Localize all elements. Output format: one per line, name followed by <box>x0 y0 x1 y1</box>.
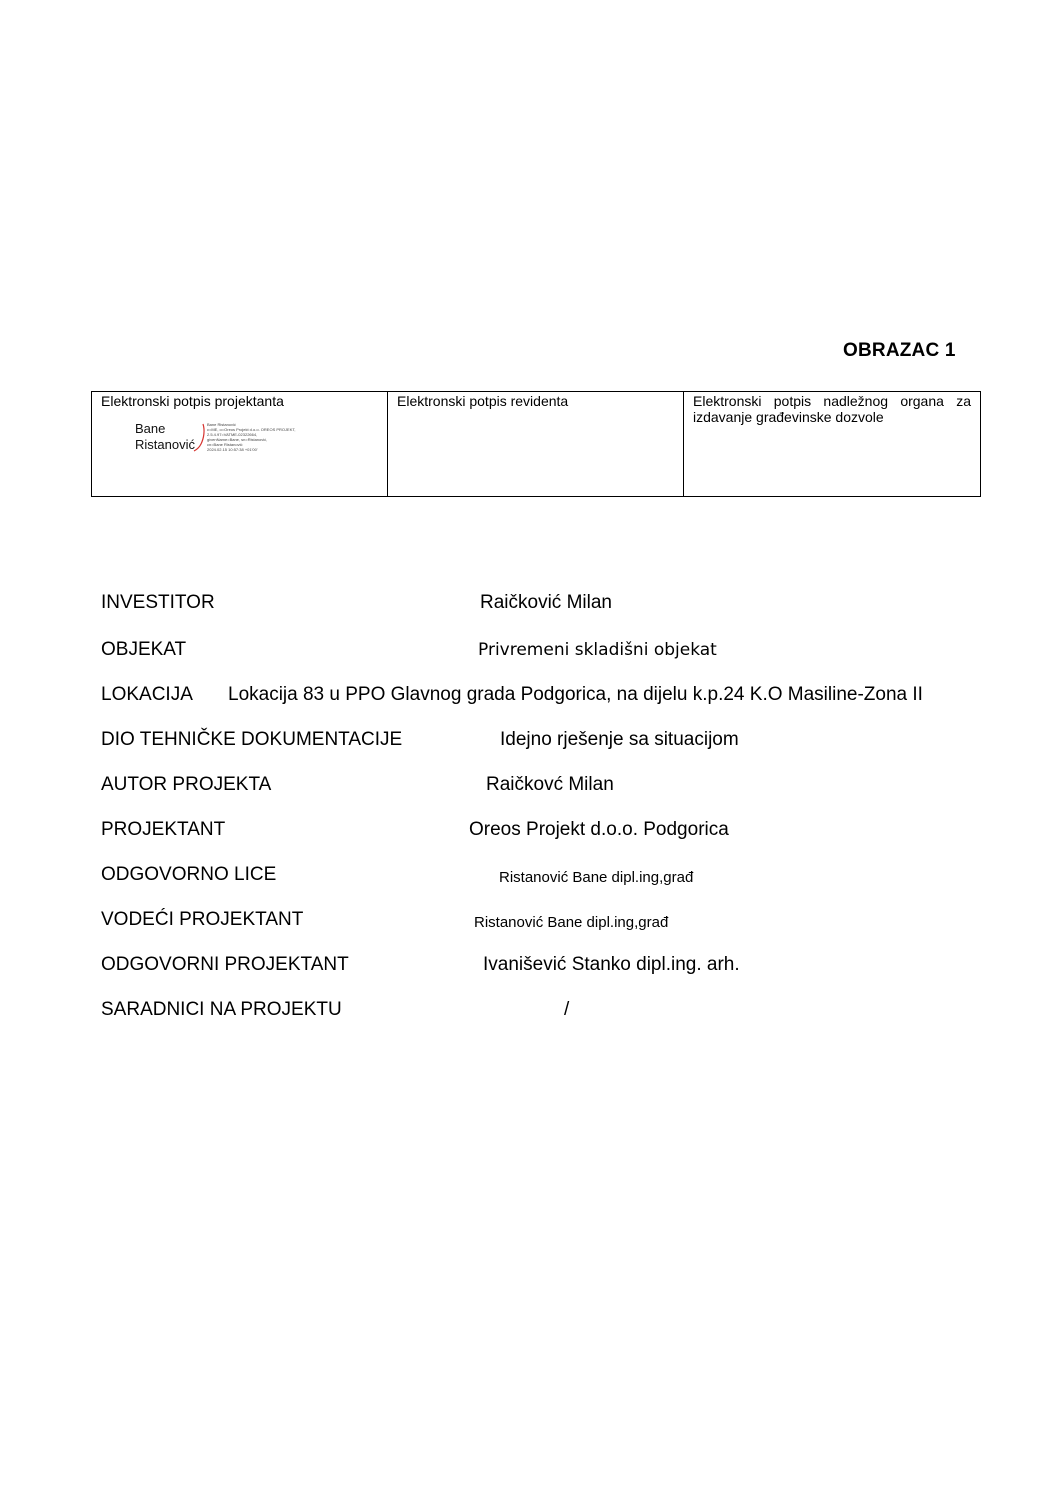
signature-detail-line: c=ME, o=Oreos Projekt d.o.o. OREOS PROJEKT, <box>207 427 296 432</box>
field-value: Ristanović Bane dipl.ing,građ <box>499 869 694 886</box>
reviewer-signature-cell <box>388 392 684 497</box>
field-label: ODGOVORNI PROJEKTANT <box>101 954 349 975</box>
authority-signature-label: Elektronski potpis nadležnog organa za izdavanje građevinske dozvole <box>693 393 971 425</box>
field-row-vodeci-projektant <box>0 908 1058 934</box>
field-value: Lokacija 83 u PPO Glavnog grada Podgorica, na dijelu k.p.24 K.O Masiline-Zona II <box>228 684 923 705</box>
field-value: Ivanišević Stanko dipl.ing. arh. <box>483 954 740 975</box>
signature-detail-line: 2024.02.15 10:57:38 +01'00' <box>207 447 258 452</box>
designer-signature-label: Elektronski potpis projektanta <box>101 393 284 409</box>
designer-signer-last: Ristanović <box>135 437 195 452</box>
field-row-projektant <box>0 818 1058 844</box>
field-value: / <box>564 999 570 1020</box>
signature-detail-line: cn=Bane Ristanović <box>207 442 243 447</box>
field-value: Privremeni skladišni objekat <box>478 640 717 660</box>
field-label: SARADNICI NA PROJEKTU <box>101 999 342 1020</box>
field-label: PROJEKTANT <box>101 819 226 840</box>
field-row-investitor <box>0 591 1058 617</box>
field-row-saradnici <box>0 998 1058 1024</box>
signature-detail-line: givenName=Bane, sn=Ristanović, <box>207 437 268 442</box>
field-label: INVESTITOR <box>101 592 215 613</box>
field-row-autor-projekta <box>0 773 1058 799</box>
field-row-dio-tehnicke <box>0 728 1058 754</box>
designer-signature-cell <box>92 392 388 497</box>
field-row-objekat <box>0 638 1058 664</box>
field-label: LOKACIJA <box>101 684 193 705</box>
signature-detail-line: 2.5.4.97=VATME-02322664, <box>207 432 258 437</box>
authority-signature-cell <box>684 392 981 497</box>
form-code: OBRAZAC 1 <box>843 340 956 361</box>
field-value: Raičković Milan <box>480 592 612 613</box>
reviewer-signature-label: Elektronski potpis revidenta <box>397 393 569 409</box>
field-label: OBJEKAT <box>101 639 187 660</box>
field-row-odgovorni-projektant <box>0 953 1058 979</box>
field-label: AUTOR PROJEKTA <box>101 774 272 795</box>
field-value: Oreos Projekt d.o.o. Podgorica <box>469 819 729 840</box>
designer-signature-details <box>207 422 296 452</box>
field-value: Ristanović Bane dipl.ing,građ <box>474 914 669 931</box>
field-value: Idejno rješenje sa situacijom <box>500 729 739 750</box>
field-row-odgovorno-lice <box>0 863 1058 889</box>
field-value: Raičkovć Milan <box>486 774 614 795</box>
designer-signer-first: Bane <box>135 421 166 436</box>
field-label: VODEĆI PROJEKTANT <box>101 909 304 930</box>
field-row-lokacija <box>0 683 1058 709</box>
field-label: ODGOVORNO LICE <box>101 864 277 885</box>
signature-table <box>91 391 981 497</box>
signature-detail-line: Bane Ristanović <box>207 422 236 427</box>
designer-signer-name <box>135 421 195 453</box>
field-label: DIO TEHNIČKE DOKUMENTACIJE <box>101 729 403 750</box>
